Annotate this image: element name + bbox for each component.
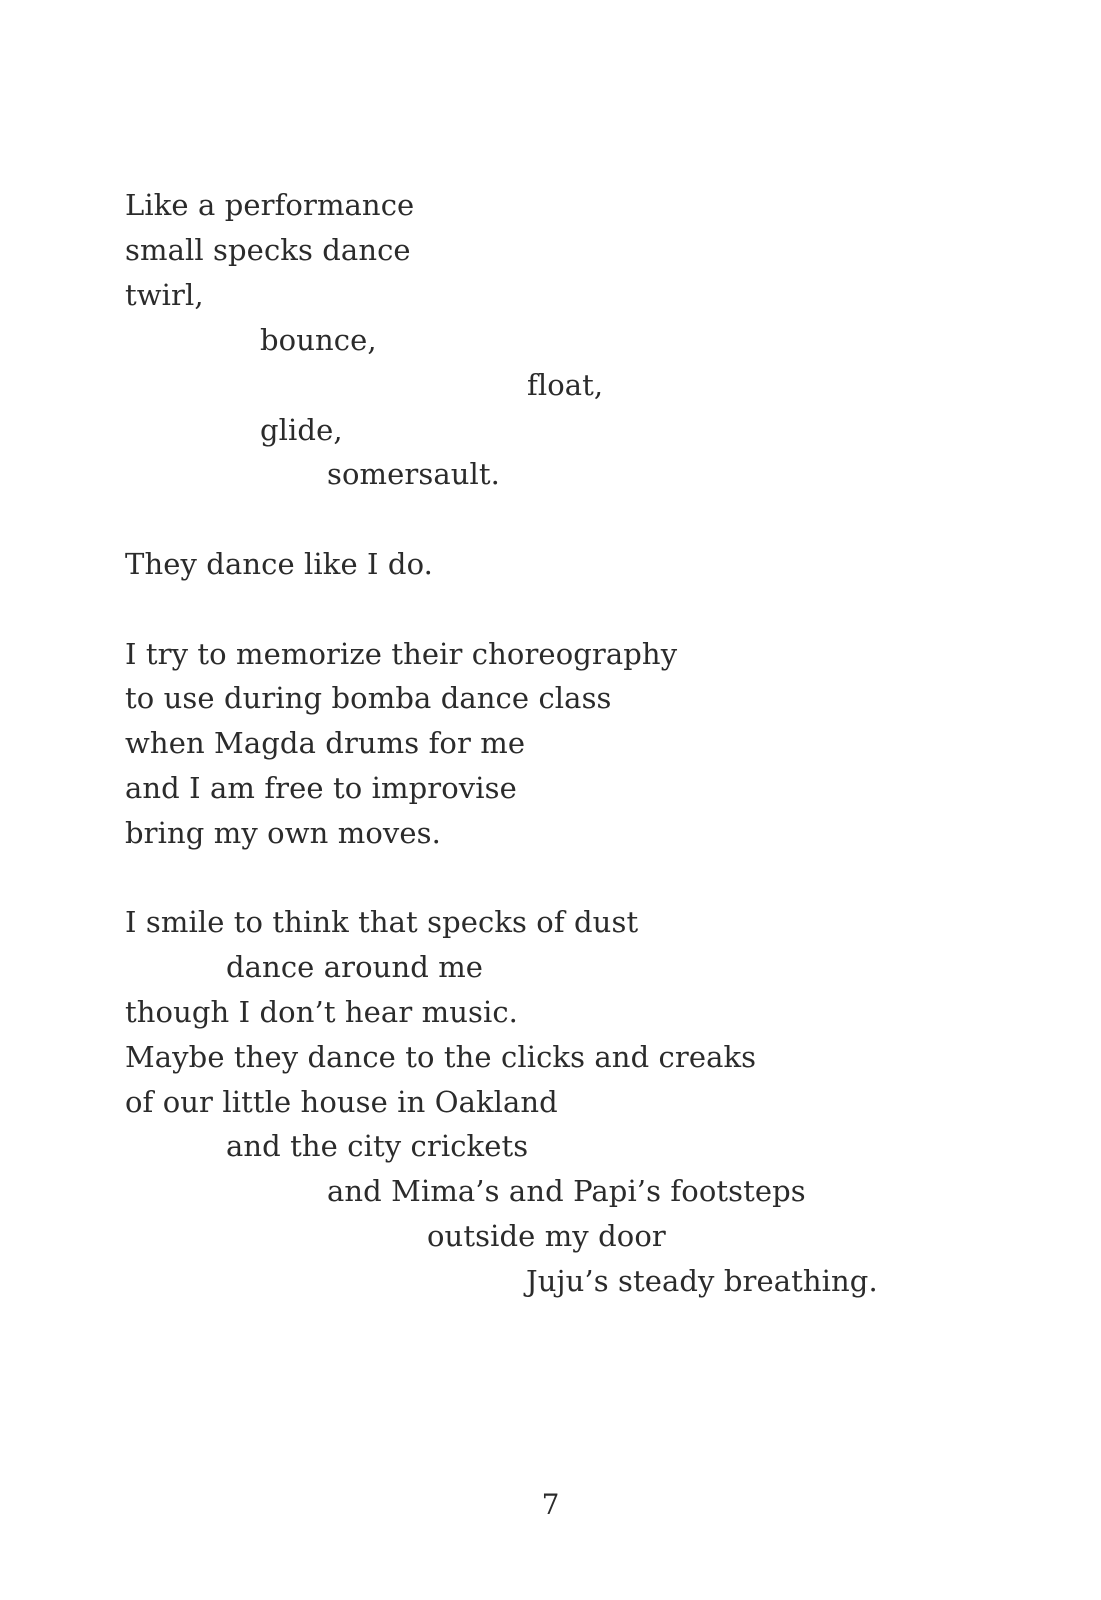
poem-line: dance around me xyxy=(226,950,484,984)
poem-line: when Magda drums for me xyxy=(125,726,526,760)
poem-line: Maybe they dance to the clicks and creaks xyxy=(125,1040,757,1074)
poem-line: and I am free to improvise xyxy=(125,771,517,805)
poem-line: bounce, xyxy=(260,323,377,357)
poem-line: float, xyxy=(527,368,604,402)
poem-line: and the city crickets xyxy=(226,1129,529,1163)
poem-line: and Mima’s and Papi’s footsteps xyxy=(327,1174,806,1208)
poem-line: twirl, xyxy=(125,278,204,312)
poem-line: somersault. xyxy=(327,457,500,491)
poem-line: Juju’s steady breathing. xyxy=(526,1264,878,1298)
page-number: 7 xyxy=(541,1488,560,1521)
poem-line: Like a performance xyxy=(125,188,415,222)
poem-line: I try to memorize their choreography xyxy=(125,637,678,671)
poem-line: of our little house in Oakland xyxy=(125,1085,558,1119)
poem-line: glide, xyxy=(260,413,343,447)
poem-line: bring my own moves. xyxy=(125,816,441,850)
poem-line: though I don’t hear music. xyxy=(125,995,518,1029)
poem-line: I smile to think that specks of dust xyxy=(125,905,639,939)
poem-line: to use during bomba dance class xyxy=(125,681,612,715)
poem-line: outside my door xyxy=(427,1219,666,1253)
poem-line: They dance like I do. xyxy=(125,547,433,581)
poem-line: small specks dance xyxy=(125,233,411,267)
